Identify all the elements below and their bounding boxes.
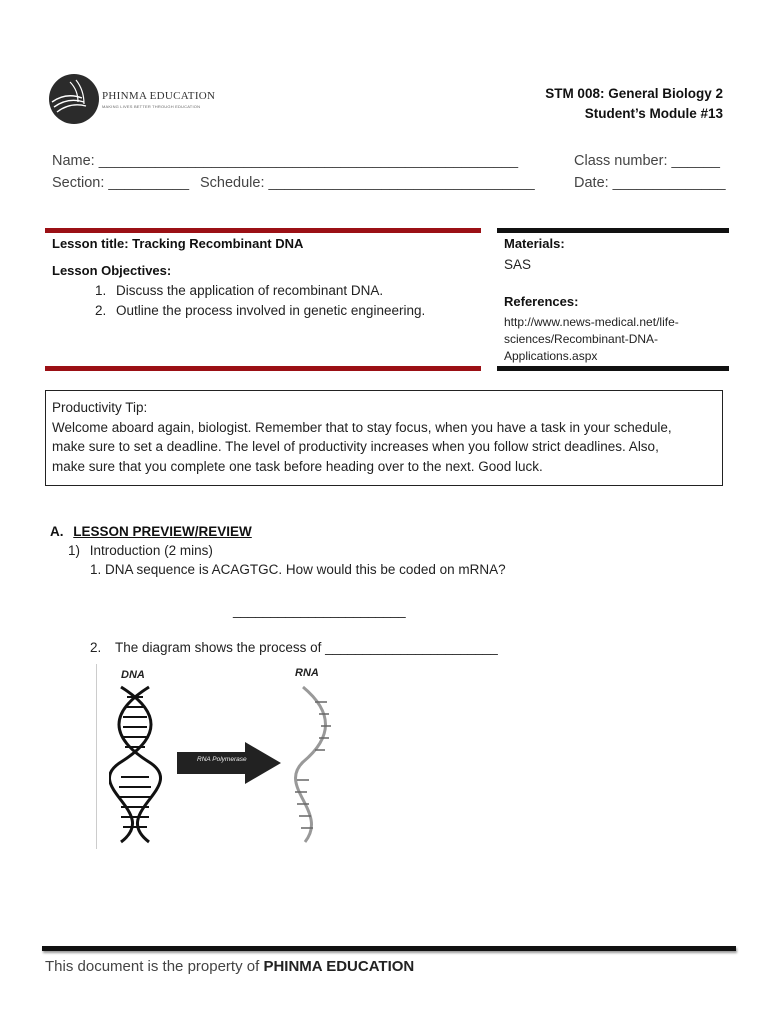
materials-value: SAS (504, 257, 532, 272)
references-label: References: (504, 294, 579, 309)
objective-number: 1. (95, 283, 107, 298)
question-2-number: 2. (90, 640, 102, 655)
phinma-logo-icon (48, 72, 100, 126)
logo-tagline: MAKING LIVES BETTER THROUGH EDUCATION (102, 104, 201, 109)
reference-link[interactable] (504, 314, 724, 365)
tip-line: make sure that you complete one task before heading over to the next. Good luck. (52, 458, 543, 474)
arrow-right-icon (175, 740, 283, 786)
logo (48, 72, 218, 128)
lesson-bottom-bar (45, 366, 481, 371)
schedule-field[interactable]: Schedule: _________________________________ (200, 175, 535, 191)
footer-prefix: This document is the property of (45, 958, 264, 975)
transcription-diagram (96, 664, 347, 849)
objectives-label: Lesson Objectives: (52, 263, 172, 278)
footer-owner: PHINMA EDUCATION (263, 958, 415, 975)
reference-line: Applications.aspx (504, 349, 598, 363)
intro-number: 1) (68, 543, 81, 558)
reference-line: sciences/Recombinant-DNA- (504, 332, 659, 346)
lesson-top-bar (45, 228, 481, 233)
dna-label: DNA (121, 669, 145, 681)
course-title: STM 008: General Biology 2 (545, 86, 723, 101)
objective-item (95, 303, 425, 318)
materials-top-bar (497, 228, 729, 233)
objective-text: Outline the process involved in genetic engineering. (116, 303, 426, 318)
section-field[interactable]: Section: __________ (52, 175, 190, 191)
class-number-field[interactable]: Class number: ______ (574, 153, 720, 169)
objective-number: 2. (95, 303, 107, 318)
section-a-heading (50, 524, 252, 539)
rna-label: RNA (295, 667, 319, 679)
dna-helix-icon (109, 682, 169, 847)
date-field[interactable]: Date: ______________ (574, 175, 726, 191)
name-field[interactable]: Name: ____________________________________________________ (52, 153, 519, 169)
reference-line: http://www.news-medical.net/life- (504, 315, 679, 329)
objective-item (95, 283, 383, 298)
section-heading: LESSON PREVIEW/REVIEW (73, 524, 252, 539)
question-2 (90, 640, 498, 655)
intro-item (68, 543, 213, 558)
question-2-text: The diagram shows the process of _______________________ (115, 640, 498, 655)
footer-divider (42, 946, 736, 951)
tip-line: Welcome aboard again, biologist. Remember that to stay focus, when you have a task in your schedule, (52, 419, 672, 435)
rna-strand-icon (289, 682, 339, 847)
materials-bottom-bar (497, 366, 729, 371)
lesson-title: Lesson title: Tracking Recombinant DNA (52, 236, 304, 251)
objective-text: Discuss the application of recombinant DNA. (116, 283, 384, 298)
logo-brand: PHINMA EDUCATION (102, 90, 216, 102)
footer-text (45, 958, 414, 975)
tip-label: Productivity Tip: (52, 400, 148, 415)
module-title: Student’s Module #13 (584, 106, 723, 121)
arrow-label: RNA Polymerase (197, 756, 247, 763)
intro-text: Introduction (2 mins) (89, 543, 213, 558)
question-1: 1. DNA sequence is ACAGTGC. How would this be coded on mRNA? (90, 562, 506, 577)
section-letter: A. (50, 524, 64, 539)
tip-line: make sure to set a deadline. The level of productivity increases when you follow strict deadlines. Also, (52, 439, 659, 454)
productivity-tip-box (45, 390, 723, 486)
materials-label: Materials: (504, 236, 565, 251)
answer-line[interactable]: _______________________ (233, 603, 406, 618)
